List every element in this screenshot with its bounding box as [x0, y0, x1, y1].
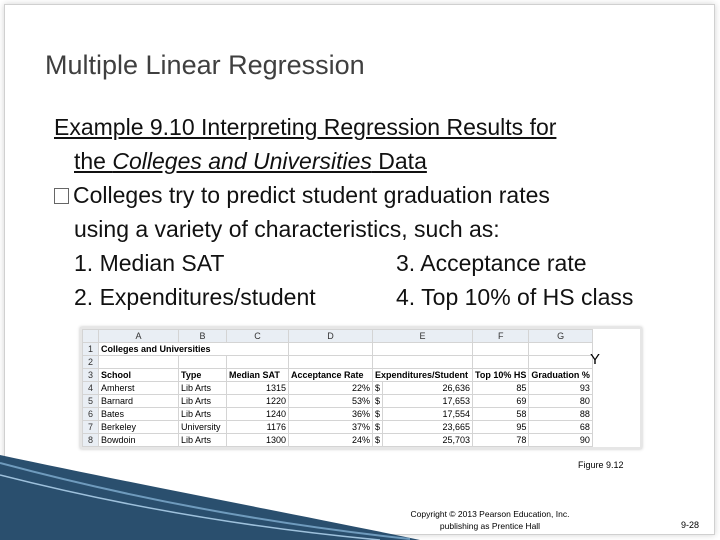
cell-school: Bates	[99, 408, 179, 421]
copyright-notice	[370, 508, 610, 532]
table-row	[83, 408, 593, 421]
table-row	[83, 356, 593, 369]
slide-title: Multiple Linear Regression	[45, 50, 365, 80]
cell-expenditures: 17,554	[383, 408, 473, 421]
example-heading-text: Example 9.10 Interpreting Regression Results for	[54, 114, 557, 140]
cell-acceptance-rate: 37%	[289, 421, 373, 434]
item-top-10: 4. Top 10% of HS class	[396, 284, 634, 310]
header-type: Type	[179, 369, 227, 382]
row-number: 4	[83, 382, 99, 395]
cell-top-10: 69	[473, 395, 529, 408]
corner-cell	[83, 330, 99, 343]
copyright-line-2: publishing as Prentice Hall	[439, 521, 541, 531]
cell-currency: $	[373, 395, 383, 408]
cell-currency: $	[373, 421, 383, 434]
page-number: 9-28	[681, 520, 700, 530]
cell-top-10: 58	[473, 408, 529, 421]
cell-school: Amherst	[99, 382, 179, 395]
cell-median-sat: 1300	[227, 434, 289, 447]
bullet-text: Colleges try to predict student graduation rates	[73, 182, 550, 208]
cell-median-sat: 1315	[227, 382, 289, 395]
figure-caption: Figure 9.12	[578, 460, 624, 470]
table-row	[83, 343, 593, 356]
col-header-c: C	[227, 330, 289, 343]
row-number: 5	[83, 395, 99, 408]
cell-graduation: 68	[529, 421, 593, 434]
table-row	[83, 421, 593, 434]
cell-currency: $	[373, 434, 383, 447]
col-header-a: A	[99, 330, 179, 343]
cell-type: Lib Arts	[179, 408, 227, 421]
column-header-row	[83, 330, 593, 343]
example-heading-italic: Colleges and Universities	[112, 148, 372, 174]
row-number: 1	[83, 343, 99, 356]
bullet-continuation: using a variety of characteristics, such as:	[74, 216, 500, 242]
row-number: 6	[83, 408, 99, 421]
copyright-line-1: Copyright © 2013 Pearson Education, Inc.	[410, 509, 570, 519]
cell-type: University	[179, 421, 227, 434]
cell-acceptance-rate: 36%	[289, 408, 373, 421]
col-header-g: G	[529, 330, 593, 343]
item-median-sat: 1. Median SAT	[74, 250, 225, 276]
cell-median-sat: 1176	[227, 421, 289, 434]
example-heading-line2	[54, 144, 556, 178]
table-row	[83, 382, 593, 395]
header-graduation: Graduation %	[529, 369, 593, 382]
row-number: 7	[83, 421, 99, 434]
header-expenditures: Expenditures/Student	[373, 369, 473, 382]
col-header-d: D	[289, 330, 373, 343]
cell-graduation: 90	[529, 434, 593, 447]
cell-currency: $	[373, 408, 383, 421]
header-school: School	[99, 369, 179, 382]
col-header-b: B	[179, 330, 227, 343]
cell-expenditures: 17,653	[383, 395, 473, 408]
cell-currency: $	[373, 382, 383, 395]
cell-type: Lib Arts	[179, 434, 227, 447]
header-median-sat: Median SAT	[227, 369, 289, 382]
cell-top-10: 78	[473, 434, 529, 447]
y-variable-label: Y	[590, 351, 601, 368]
cell-school: Berkeley	[99, 421, 179, 434]
example-heading-pre: the	[74, 148, 113, 174]
sheet-title-cell: Colleges and Universities	[99, 343, 289, 356]
cell-type: Lib Arts	[179, 395, 227, 408]
header-acceptance-rate: Acceptance Rate	[289, 369, 373, 382]
cell-school: Bowdoin	[99, 434, 179, 447]
example-heading-post: Data	[371, 148, 427, 174]
cell-top-10: 85	[473, 382, 529, 395]
item-expenditures: 2. Expenditures/student	[74, 284, 316, 310]
spreadsheet-figure	[80, 327, 642, 449]
bullet-box-icon	[54, 188, 69, 204]
cell-expenditures: 25,703	[383, 434, 473, 447]
example-heading	[54, 110, 556, 144]
cell-median-sat: 1220	[227, 395, 289, 408]
table-row	[83, 434, 593, 447]
cell-acceptance-rate: 24%	[289, 434, 373, 447]
header-top-10: Top 10% HS	[473, 369, 529, 382]
cell-expenditures: 23,665	[383, 421, 473, 434]
cell-graduation: 93	[529, 382, 593, 395]
cell-graduation: 88	[529, 408, 593, 421]
item-row-2	[54, 280, 634, 314]
row-number: 3	[83, 369, 99, 382]
decorative-swoosh	[0, 455, 420, 540]
cell-acceptance-rate: 22%	[289, 382, 373, 395]
table-header-row	[83, 369, 593, 382]
cell-top-10: 95	[473, 421, 529, 434]
col-header-e: E	[373, 330, 473, 343]
bullet-line	[54, 178, 556, 212]
cell-type: Lib Arts	[179, 382, 227, 395]
cell-acceptance-rate: 53%	[289, 395, 373, 408]
slide-body	[54, 110, 634, 314]
cell-median-sat: 1240	[227, 408, 289, 421]
table-row	[83, 395, 593, 408]
item-acceptance-rate: 3. Acceptance rate	[396, 250, 587, 276]
cell-school: Barnard	[99, 395, 179, 408]
item-row-1	[54, 246, 587, 280]
col-header-f: F	[473, 330, 529, 343]
row-number: 8	[83, 434, 99, 447]
row-number: 2	[83, 356, 99, 369]
spreadsheet-table	[82, 329, 593, 447]
cell-graduation: 80	[529, 395, 593, 408]
cell-expenditures: 26,636	[383, 382, 473, 395]
